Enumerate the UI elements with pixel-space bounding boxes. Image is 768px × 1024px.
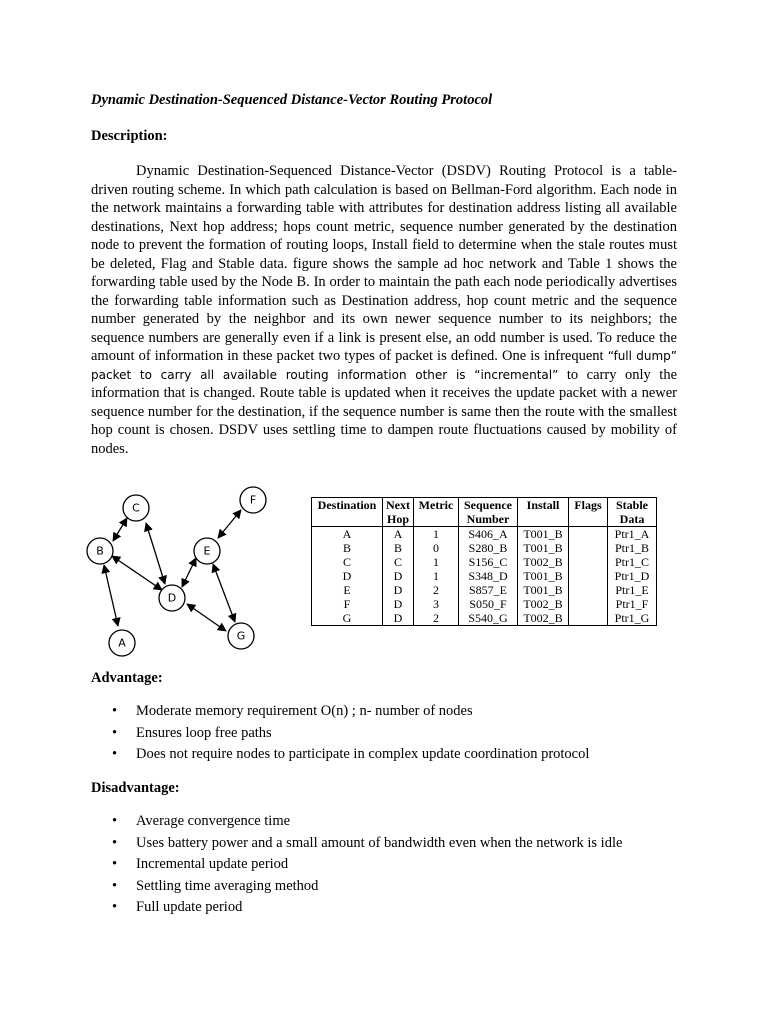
cell-next-hop: B — [383, 541, 414, 555]
cell-sequence: S540_G — [459, 611, 518, 626]
cell-destination: A — [312, 527, 383, 542]
edge-b-a — [104, 565, 118, 626]
edge-e-d — [182, 558, 196, 587]
cell-install: T002_B — [518, 597, 569, 611]
table-header-row — [312, 498, 657, 527]
cell-destination: B — [312, 541, 383, 555]
node-c — [123, 495, 149, 521]
list-item: • Uses battery power and a small amount of bandwidth even when the network is idle — [112, 833, 622, 855]
cell-metric: 3 — [414, 597, 459, 611]
cell-install: T002_B — [518, 611, 569, 626]
table-row — [312, 555, 657, 569]
cell-destination: D — [312, 569, 383, 583]
advantage-list — [112, 701, 589, 766]
edge-b-c — [113, 518, 127, 541]
header-sequence-number: Sequence Number — [459, 498, 518, 527]
cell-metric: 2 — [414, 583, 459, 597]
cell-sequence: S857_E — [459, 583, 518, 597]
list-item: • Moderate memory requirement O(n) ; n- number of nodes — [112, 701, 589, 723]
description-heading: Description: — [91, 128, 168, 144]
edge-b-d — [112, 556, 162, 590]
cell-sequence: S406_A — [459, 527, 518, 542]
node-b-label: B — [96, 544, 104, 558]
node-f-label: F — [249, 493, 257, 507]
cell-destination: F — [312, 597, 383, 611]
cell-install: T001_B — [518, 541, 569, 555]
cell-stable-data: Ptr1_B — [608, 541, 657, 555]
cell-stable-data: Ptr1_C — [608, 555, 657, 569]
node-d — [159, 585, 185, 611]
disadvantage-list — [112, 811, 622, 919]
cell-flags — [569, 583, 608, 597]
header-destination: Destination — [312, 498, 383, 527]
description-text-1: Dynamic Destination-Sequenced Distance-Vector (DSDV) Routing Protocol is a table-driven routing scheme. In which path calculation is based on Bellman-Ford algorithm. Each node in the network maintains a forwarding table with attributes for destination address listing all available destinations, Next hop address; hops count metric, sequence number generated by the destination node to prevent the formation of routing loops, Install field to determine when the stale routes must be deleted, Flag and Stable data. figure shows the sample ad hoc network and Table 1 shows the forwarding table used by the Node B. In order to maintain the path each node periodically advertises the forwarding table information such as Destination address, hop count metric and the sequence number generated by the neighbor and its own newer sequence number to its neighbors; the sequence numbers are generally even if a link is present else, an odd number is used. To reduce the amount of information in these packet two types of packet is defined. One is infrequent — [91, 163, 677, 364]
forwarding-table — [311, 497, 657, 626]
cell-destination: G — [312, 611, 383, 626]
table-row — [312, 611, 657, 626]
cell-stable-data: Ptr1_D — [608, 569, 657, 583]
node-e-label: E — [203, 544, 211, 558]
cell-destination: C — [312, 555, 383, 569]
list-item: • Does not require nodes to participate in complex update coordination protocol — [112, 744, 589, 766]
node-f — [240, 487, 266, 513]
description-text-2: to carry only the information that is changed. Route table is updated when it receives the update packet with a newer sequence number for the destination, if the sequence number is same then the route with the smallest hop count is chosen. DSDV uses settling time to dampen route fluctuations caused by mobility of nodes. — [91, 366, 678, 457]
list-item: • Incremental update period — [112, 854, 622, 876]
cell-install: T001_B — [518, 569, 569, 583]
cell-next-hop: D — [383, 611, 414, 626]
cell-metric: 1 — [414, 527, 459, 542]
cell-destination: E — [312, 583, 383, 597]
cell-install: T002_B — [518, 555, 569, 569]
cell-stable-data: Ptr1_A — [608, 527, 657, 542]
table-row — [312, 541, 657, 555]
cell-sequence: S280_B — [459, 541, 518, 555]
header-metric: Metric — [414, 498, 459, 527]
node-a — [109, 630, 135, 656]
edge-d-g — [187, 604, 226, 631]
cell-flags — [569, 541, 608, 555]
cell-next-hop: D — [383, 597, 414, 611]
cell-stable-data: Ptr1_G — [608, 611, 657, 626]
header-next-hop: Next Hop — [383, 498, 414, 527]
cell-flags — [569, 611, 608, 626]
advantage-heading: Advantage: — [91, 670, 163, 686]
list-item: • Settling time averaging method — [112, 876, 622, 898]
edge-e-g — [213, 564, 235, 622]
header-install: Install — [518, 498, 569, 527]
edge-e-f — [218, 510, 241, 538]
cell-sequence: S156_C — [459, 555, 518, 569]
cell-stable-data: Ptr1_E — [608, 583, 657, 597]
node-c-label: C — [132, 501, 140, 515]
list-item: • Full update period — [112, 897, 622, 919]
header-flags: Flags — [569, 498, 608, 527]
description-paragraph — [91, 162, 677, 458]
node-b — [87, 538, 113, 564]
table-row — [312, 527, 657, 542]
network-diagram — [76, 476, 276, 662]
cell-flags — [569, 555, 608, 569]
cell-metric: 2 — [414, 611, 459, 626]
cell-flags — [569, 597, 608, 611]
table-row — [312, 569, 657, 583]
cell-metric: 0 — [414, 541, 459, 555]
cell-metric: 1 — [414, 555, 459, 569]
node-e — [194, 538, 220, 564]
cell-flags — [569, 569, 608, 583]
full-dump-quote: “full dump” packet to carry all available routing information other is “incremental” — [91, 349, 677, 382]
cell-flags — [569, 527, 608, 542]
node-g-label: G — [236, 629, 246, 643]
cell-next-hop: D — [383, 569, 414, 583]
cell-sequence: S348_D — [459, 569, 518, 583]
edge-c-d — [146, 523, 165, 584]
node-d-label: D — [167, 591, 177, 605]
cell-install: T001_B — [518, 583, 569, 597]
cell-metric: 1 — [414, 569, 459, 583]
table-row — [312, 597, 657, 611]
list-item: • Average convergence time — [112, 811, 622, 833]
page-title: Dynamic Destination-Sequenced Distance-Vector Routing Protocol — [91, 92, 493, 108]
header-stable-data: Stable Data — [608, 498, 657, 527]
cell-install: T001_B — [518, 527, 569, 542]
cell-next-hop: A — [383, 527, 414, 542]
node-a-label: A — [118, 636, 126, 650]
node-g — [228, 623, 254, 649]
cell-next-hop: D — [383, 583, 414, 597]
cell-next-hop: C — [383, 555, 414, 569]
cell-stable-data: Ptr1_F — [608, 597, 657, 611]
table-row — [312, 583, 657, 597]
list-item: • Ensures loop free paths — [112, 723, 589, 745]
cell-sequence: S050_F — [459, 597, 518, 611]
disadvantage-heading: Disadvantage: — [91, 780, 180, 796]
